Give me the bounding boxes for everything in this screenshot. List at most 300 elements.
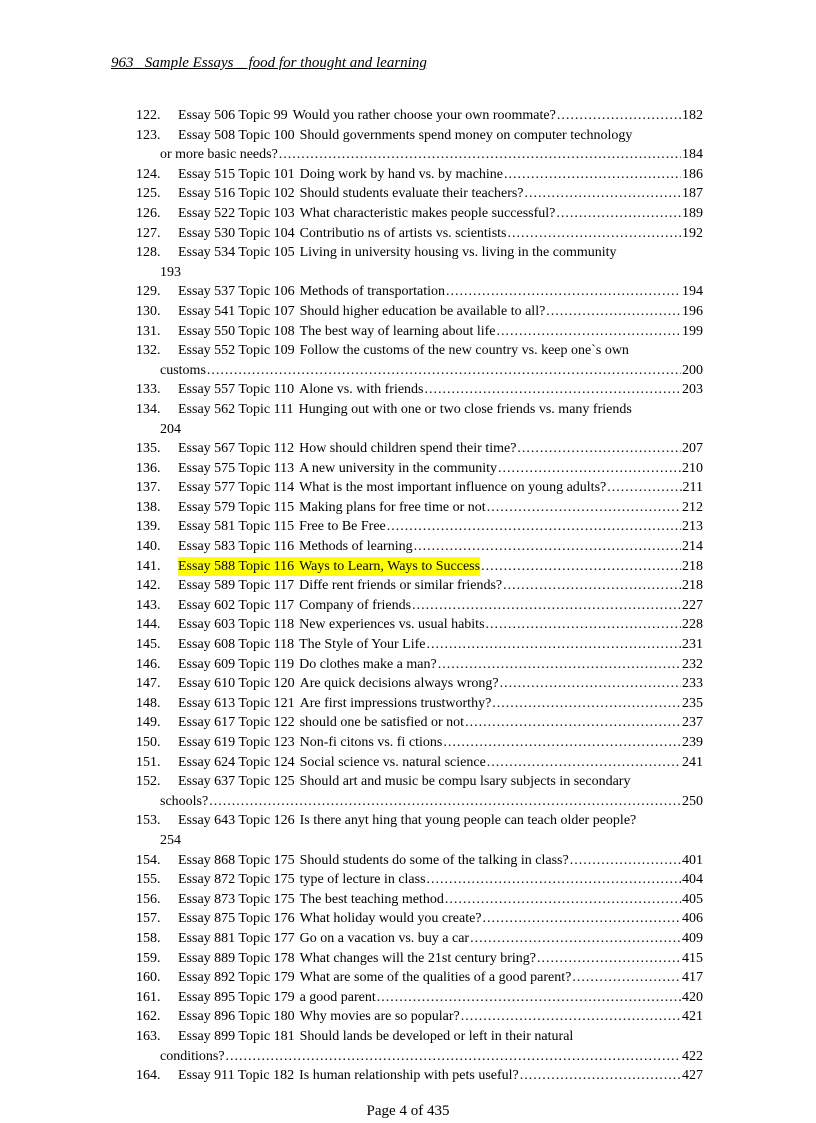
continuation-text: schools? <box>160 793 209 809</box>
entry-reference: Essay 562 Topic 111 <box>178 401 294 417</box>
entry-title: Should art and music be compu lsary subjects in secondary <box>299 774 631 790</box>
toc-entry[interactable] <box>136 713 703 733</box>
dot-leader <box>461 1007 681 1027</box>
entry-title: should one be satisfied or not <box>299 715 465 731</box>
entry-reference: Essay 617 Topic 122 <box>178 715 295 731</box>
dot-leader <box>414 537 681 557</box>
toc-entry-line <box>136 772 703 792</box>
entry-number: 149. <box>136 715 161 731</box>
entry-number: 145. <box>136 637 161 653</box>
dot-leader <box>483 909 681 929</box>
toc-entry-line <box>136 517 703 537</box>
entry-reference: Essay 875 Topic 176 <box>178 911 295 927</box>
entry-title: Social science vs. natural science <box>299 754 486 770</box>
entry-number: 129. <box>136 284 161 300</box>
toc-entry[interactable] <box>136 988 703 1008</box>
toc-entry[interactable] <box>136 635 703 655</box>
toc-entry[interactable] <box>136 322 703 342</box>
entry-page-number: 422 <box>682 1048 703 1064</box>
dot-leader <box>517 439 681 459</box>
entry-number: 143. <box>136 597 161 613</box>
entry-number: 152. <box>136 774 161 790</box>
entry-title: What characteristic makes people successful? <box>299 205 556 221</box>
entry-number: 124. <box>136 166 161 182</box>
entry-reference: Essay 868 Topic 175 <box>178 852 295 868</box>
toc-entry[interactable] <box>136 498 703 518</box>
toc-entry[interactable] <box>136 380 703 400</box>
toc-entry[interactable] <box>136 968 703 988</box>
dot-leader <box>607 478 681 498</box>
dot-leader <box>504 165 681 185</box>
entry-page-number: 214 <box>682 539 703 555</box>
toc-entry-line <box>136 400 703 420</box>
continuation-text: 254 <box>160 832 181 848</box>
entry-page-number: 233 <box>682 676 703 692</box>
entry-title: type of lecture in class <box>299 872 426 888</box>
toc-entry-line <box>136 655 703 675</box>
dot-leader <box>498 459 681 479</box>
entry-number: 161. <box>136 989 161 1005</box>
entry-page-number: 228 <box>682 617 703 633</box>
entry-reference: Essay 613 Topic 121 <box>178 695 295 711</box>
entry-title: Should students evaluate their teachers? <box>299 186 524 202</box>
entry-title: What is the most important influence on young adults? <box>299 480 607 496</box>
toc-entry[interactable] <box>136 694 703 714</box>
entry-number: 158. <box>136 930 161 946</box>
entry-title: What holiday would you create? <box>299 911 482 927</box>
entry-number: 150. <box>136 735 161 750</box>
entry-number: 127. <box>136 225 161 241</box>
toc-entry-continuation <box>136 361 703 381</box>
toc-entry[interactable] <box>136 576 703 596</box>
dot-leader <box>226 1047 681 1067</box>
toc-entry[interactable] <box>136 557 703 577</box>
entry-page-number: 405 <box>682 891 703 907</box>
entry-page-number: 401 <box>682 852 703 868</box>
entry-number: 163. <box>136 1028 161 1044</box>
dot-leader <box>546 302 681 322</box>
entry-page-number: 235 <box>682 695 703 711</box>
entry-number: 139. <box>136 519 161 535</box>
toc-entry[interactable] <box>136 1066 703 1086</box>
entry-number: 123. <box>136 127 161 143</box>
entry-title: Making plans for free time or not <box>299 499 486 515</box>
toc-entry[interactable] <box>136 1027 703 1066</box>
entry-reference: Essay 619 Topic 123 <box>178 735 295 750</box>
toc-entry-line <box>136 909 703 929</box>
entry-page-number: 184 <box>682 147 703 163</box>
toc-entry[interactable] <box>136 106 703 126</box>
dot-leader <box>503 576 681 596</box>
entry-reference: Essay 552 Topic 109 <box>178 343 295 359</box>
entry-number: 128. <box>136 245 161 261</box>
toc-entry[interactable] <box>136 341 703 380</box>
entry-page-number: 415 <box>682 950 703 966</box>
toc-entry[interactable] <box>136 870 703 890</box>
entry-page-number: 421 <box>682 1009 703 1025</box>
entry-title: The Style of Your Life <box>299 637 426 653</box>
toc-entry-continuation <box>136 831 703 851</box>
entry-reference: Essay 579 Topic 115 <box>178 499 295 515</box>
toc-entry[interactable] <box>136 184 703 204</box>
entry-number: 132. <box>136 343 161 359</box>
dot-leader <box>570 851 681 871</box>
entry-title: The best way of learning about life <box>299 323 496 339</box>
toc-entry-line <box>136 1066 703 1086</box>
entry-reference: Essay 911 Topic 182 <box>178 1068 295 1084</box>
entry-page-number: 210 <box>682 460 703 476</box>
entry-page-number: 211 <box>682 480 703 496</box>
toc-entry[interactable] <box>136 224 703 244</box>
toc-entry[interactable] <box>136 204 703 224</box>
entry-page-number: 250 <box>682 793 703 809</box>
entry-number: 153. <box>136 813 161 829</box>
toc-entry-line <box>136 439 703 459</box>
entry-number: 138. <box>136 499 161 515</box>
continuation-text: customs <box>160 362 206 378</box>
entry-title: Follow the customs of the new country vs. keep one`s own <box>299 343 629 359</box>
toc-entry-line <box>136 478 703 498</box>
toc-entry-line <box>136 674 703 694</box>
entry-title: Why movies are so popular? <box>299 1009 460 1025</box>
dot-leader <box>207 361 681 381</box>
dot-leader <box>492 694 681 714</box>
entry-reference: Essay 522 Topic 103 <box>178 205 295 221</box>
toc-entry[interactable] <box>136 909 703 929</box>
dot-leader <box>500 674 681 694</box>
entry-number: 136. <box>136 460 161 476</box>
entry-page-number: 199 <box>682 323 703 339</box>
entry-number: 131. <box>136 323 161 339</box>
entry-page-number: 207 <box>682 441 703 457</box>
toc-entry[interactable] <box>136 126 703 165</box>
dot-leader <box>481 557 681 577</box>
entry-number: 162. <box>136 1009 161 1025</box>
entry-title: Diffe rent friends or similar friends? <box>299 578 503 594</box>
entry-page-number: 200 <box>682 362 703 378</box>
entry-title: How should children spend their time? <box>299 441 517 457</box>
entry-title: What are some of the qualities of a good parent? <box>299 970 572 986</box>
dot-leader <box>487 753 681 773</box>
entry-title: The best teaching method <box>299 891 444 907</box>
entry-reference: Essay 895 Topic 179 <box>178 989 295 1005</box>
entry-reference: Essay 889 Topic 178 <box>178 950 295 966</box>
entry-reference: Essay 534 Topic 105 <box>178 245 295 261</box>
entry-title: Are first impressions trustworthy? <box>299 695 492 711</box>
toc-entry-line <box>136 106 703 126</box>
entry-reference: Essay 896 Topic 180 <box>178 1009 295 1025</box>
entry-title: Company of friends <box>299 597 412 613</box>
continuation-text: 193 <box>160 264 181 280</box>
entry-page-number: 241 <box>682 754 703 770</box>
dot-leader <box>412 596 681 616</box>
toc-entry[interactable] <box>136 243 703 282</box>
entry-title: Do clothes make a man? <box>299 656 437 672</box>
entry-page-number: 237 <box>682 715 703 731</box>
entry-page-number: 218 <box>682 558 703 574</box>
entry-title: Would you rather choose your own roommate? <box>292 108 556 123</box>
entry-reference: Essay 530 Topic 104 <box>178 225 295 241</box>
toc-entry[interactable] <box>136 615 703 635</box>
toc-entry-line <box>136 596 703 616</box>
entry-page-number: 239 <box>682 735 703 750</box>
entry-title: What changes will the 21st century bring? <box>299 950 536 966</box>
entry-page-number: 189 <box>682 205 703 221</box>
dot-leader <box>486 615 681 635</box>
entry-number: 156. <box>136 891 161 907</box>
dot-leader <box>438 655 681 675</box>
entry-reference: Essay 557 Topic 110 <box>178 382 295 398</box>
entry-reference: Essay 637 Topic 125 <box>178 774 295 790</box>
toc-entry[interactable] <box>136 851 703 871</box>
entry-page-number: 194 <box>682 284 703 300</box>
entry-number: 144. <box>136 617 161 633</box>
entry-title: Alone vs. with friends <box>299 382 424 398</box>
entry-reference: Essay 881 Topic 177 <box>178 930 295 946</box>
entry-title: A new university in the community <box>299 460 497 476</box>
toc-entry[interactable] <box>136 733 703 753</box>
entry-number: 151. <box>136 754 161 770</box>
entry-title: Is human relationship with pets useful? <box>299 1068 519 1084</box>
entry-number: 164. <box>136 1068 161 1084</box>
dot-leader <box>387 517 681 537</box>
dot-leader <box>487 498 681 518</box>
dot-leader <box>209 792 681 812</box>
entry-reference: Essay 603 Topic 118 <box>178 617 295 633</box>
dot-leader <box>465 713 681 733</box>
dot-leader <box>537 949 681 969</box>
entry-title: New experiences vs. usual habits <box>299 617 485 633</box>
entry-title: Living in university housing vs. living in the community <box>299 245 617 261</box>
entry-page-number: 420 <box>682 989 703 1005</box>
dot-leader <box>556 204 681 224</box>
toc-entry[interactable] <box>136 811 703 850</box>
dot-leader <box>446 282 681 302</box>
dot-leader <box>425 380 681 400</box>
dot-leader <box>443 733 681 753</box>
toc-entry-continuation <box>136 263 703 283</box>
toc-entry-line <box>136 341 703 361</box>
toc-entry-line <box>136 870 703 890</box>
entry-page-number: 227 <box>682 597 703 613</box>
entry-reference: Essay 575 Topic 113 <box>178 460 295 476</box>
entry-title: Contributio ns of artists vs. scientists <box>299 225 507 241</box>
toc-entry-line <box>136 302 703 322</box>
toc-entry[interactable] <box>136 890 703 910</box>
toc-entry-line <box>136 165 703 185</box>
entry-number: 146. <box>136 656 161 672</box>
toc-entry[interactable] <box>136 753 703 773</box>
toc-entry[interactable] <box>136 772 703 811</box>
entry-reference: Essay 515 Topic 101 <box>178 166 295 182</box>
toc-entry-line <box>136 224 703 244</box>
entry-reference: Essay 589 Topic 117 <box>178 578 295 594</box>
entry-page-number: 406 <box>682 911 703 927</box>
toc-entry-line <box>136 890 703 910</box>
toc-entry[interactable] <box>136 596 703 616</box>
toc-entry[interactable] <box>136 655 703 675</box>
entry-page-number: 192 <box>682 225 703 241</box>
entry-title: Ways to Learn, Ways to Success <box>299 558 481 574</box>
toc-entry-line <box>136 949 703 969</box>
toc-entry-line <box>136 184 703 204</box>
toc-entry-line <box>136 968 703 988</box>
entry-page-number: 186 <box>682 166 703 182</box>
toc-entry[interactable] <box>136 674 703 694</box>
toc-entry[interactable] <box>136 165 703 185</box>
entry-reference: Essay 602 Topic 117 <box>178 597 295 613</box>
entry-number: 142. <box>136 578 161 594</box>
entry-number: 140. <box>136 539 161 555</box>
entry-page-number: 427 <box>682 1068 703 1084</box>
toc-entry[interactable] <box>136 302 703 322</box>
entry-title: Hunging out with one or two close friends vs. many friends <box>298 401 632 417</box>
entry-title: Should students do some of the talking in class? <box>299 852 569 868</box>
entry-reference: Essay 581 Topic 115 <box>178 519 295 535</box>
entry-page-number: 182 <box>682 108 703 123</box>
entry-page-number: 218 <box>682 578 703 594</box>
continuation-text: conditions? <box>160 1048 225 1064</box>
toc-entry-continuation <box>136 792 703 812</box>
entry-reference: Essay 899 Topic 181 <box>178 1028 295 1044</box>
entry-reference: Essay 624 Topic 124 <box>178 754 295 770</box>
entry-title: Methods of transportation <box>299 284 446 300</box>
toc-entry-line <box>136 459 703 479</box>
toc-entry-line <box>136 851 703 871</box>
entry-title: Methods of learning <box>299 539 413 555</box>
toc-entry-line <box>136 1007 703 1027</box>
entry-page-number: 404 <box>682 872 703 888</box>
entry-title: Doing work by hand vs. by machine <box>299 166 503 182</box>
entry-page-number: 409 <box>682 930 703 946</box>
toc-entry-line <box>136 322 703 342</box>
dot-leader <box>470 929 681 949</box>
toc-entry[interactable] <box>136 929 703 949</box>
toc-entry[interactable] <box>136 949 703 969</box>
entry-reference: Essay 872 Topic 175 <box>178 872 295 888</box>
entry-title: Should governments spend money on computer technology <box>299 127 633 143</box>
entry-reference: Essay 643 Topic 126 <box>178 813 295 829</box>
toc-entry-line <box>136 126 703 146</box>
toc-entry-line <box>136 811 703 831</box>
entry-page-number: 231 <box>682 637 703 653</box>
entry-reference: Essay 516 Topic 102 <box>178 186 295 202</box>
entry-number: 137. <box>136 480 161 496</box>
entry-reference: Essay 608 Topic 118 <box>178 637 295 653</box>
toc-entry-continuation <box>136 1047 703 1067</box>
entry-page-number: 212 <box>682 499 703 515</box>
entry-number: 134. <box>136 401 161 417</box>
dot-leader <box>445 890 681 910</box>
entry-reference: Essay 550 Topic 108 <box>178 323 295 339</box>
dot-leader <box>497 322 681 342</box>
toc-entry-line <box>136 635 703 655</box>
page-footer: Page 4 of 435 <box>366 1103 450 1119</box>
entry-number: 157. <box>136 911 161 927</box>
entry-page-number: 187 <box>682 186 703 202</box>
toc-entry-continuation <box>136 420 703 440</box>
toc-entry-line <box>136 282 703 302</box>
entry-number: 147. <box>136 676 161 692</box>
toc-entry-line <box>136 615 703 635</box>
entry-number: 126. <box>136 205 161 221</box>
toc-entry-line <box>136 204 703 224</box>
toc-entry-line <box>136 694 703 714</box>
toc-entry[interactable] <box>136 282 703 302</box>
entry-title: Is there anyt hing that young people can teach older people? <box>299 813 637 829</box>
continuation-text: or more basic needs? <box>160 147 278 163</box>
entry-number: 130. <box>136 303 161 319</box>
toc-entry-line <box>136 243 703 263</box>
entry-reference: Essay 506 Topic 99 <box>178 108 288 123</box>
entry-reference: Essay 577 Topic 114 <box>178 480 295 496</box>
dot-leader <box>572 968 681 988</box>
entry-number: 148. <box>136 695 161 711</box>
entry-reference: Essay 609 Topic 119 <box>178 656 295 672</box>
entry-number: 125. <box>136 186 161 202</box>
entry-title: Free to Be Free <box>299 519 386 535</box>
entry-number: 141. <box>136 558 161 574</box>
toc-entry-line <box>136 929 703 949</box>
entry-reference: Essay 873 Topic 175 <box>178 891 295 907</box>
toc-entry-line <box>136 733 703 753</box>
entry-number: 155. <box>136 872 161 888</box>
entry-title: Go on a vacation vs. buy a car <box>299 930 470 946</box>
entry-reference: Essay 537 Topic 106 <box>178 284 295 300</box>
toc-entry-continuation <box>136 145 703 165</box>
toc-entry[interactable] <box>136 1007 703 1027</box>
entry-reference: Essay 508 Topic 100 <box>178 127 295 143</box>
entry-page-number: 196 <box>682 303 703 319</box>
toc-entry-line <box>136 537 703 557</box>
toc-entry[interactable] <box>136 517 703 537</box>
document-header: 963_ Sample Essays _ food for thought and learning <box>111 55 427 71</box>
toc-entry[interactable] <box>136 459 703 479</box>
entry-reference: Essay 892 Topic 179 <box>178 970 295 986</box>
toc-entry-line <box>136 1027 703 1047</box>
entry-reference: Essay 567 Topic 112 <box>178 441 295 457</box>
entry-title: a good parent <box>299 989 376 1005</box>
entry-number: 135. <box>136 441 161 457</box>
toc-entry-line <box>136 713 703 733</box>
toc-entry-line <box>136 988 703 1008</box>
table-of-contents <box>136 106 703 1086</box>
dot-leader <box>557 106 681 126</box>
toc-entry[interactable] <box>136 478 703 498</box>
dot-leader <box>377 988 681 1008</box>
toc-entry-line <box>136 557 703 577</box>
entry-page-number: 232 <box>682 656 703 672</box>
toc-entry[interactable] <box>136 439 703 459</box>
entry-page-number: 213 <box>682 519 703 535</box>
entry-number: 154. <box>136 852 161 868</box>
continuation-text: 204 <box>160 421 181 437</box>
entry-reference: Essay 588 Topic 116 <box>178 558 295 574</box>
toc-entry-line <box>136 576 703 596</box>
dot-leader <box>279 145 681 165</box>
toc-entry[interactable] <box>136 537 703 557</box>
entry-title: Are quick decisions always wrong? <box>299 676 499 692</box>
toc-entry[interactable] <box>136 400 703 439</box>
dot-leader <box>525 184 681 204</box>
entry-title: Should higher education be available to all? <box>299 303 546 319</box>
entry-number: 159. <box>136 950 161 966</box>
entry-reference: Essay 583 Topic 116 <box>178 539 295 555</box>
dot-leader <box>520 1066 681 1086</box>
dot-leader <box>426 635 681 655</box>
toc-entry-line <box>136 753 703 773</box>
entry-title: Should lands be developed or left in their natural <box>299 1028 574 1044</box>
